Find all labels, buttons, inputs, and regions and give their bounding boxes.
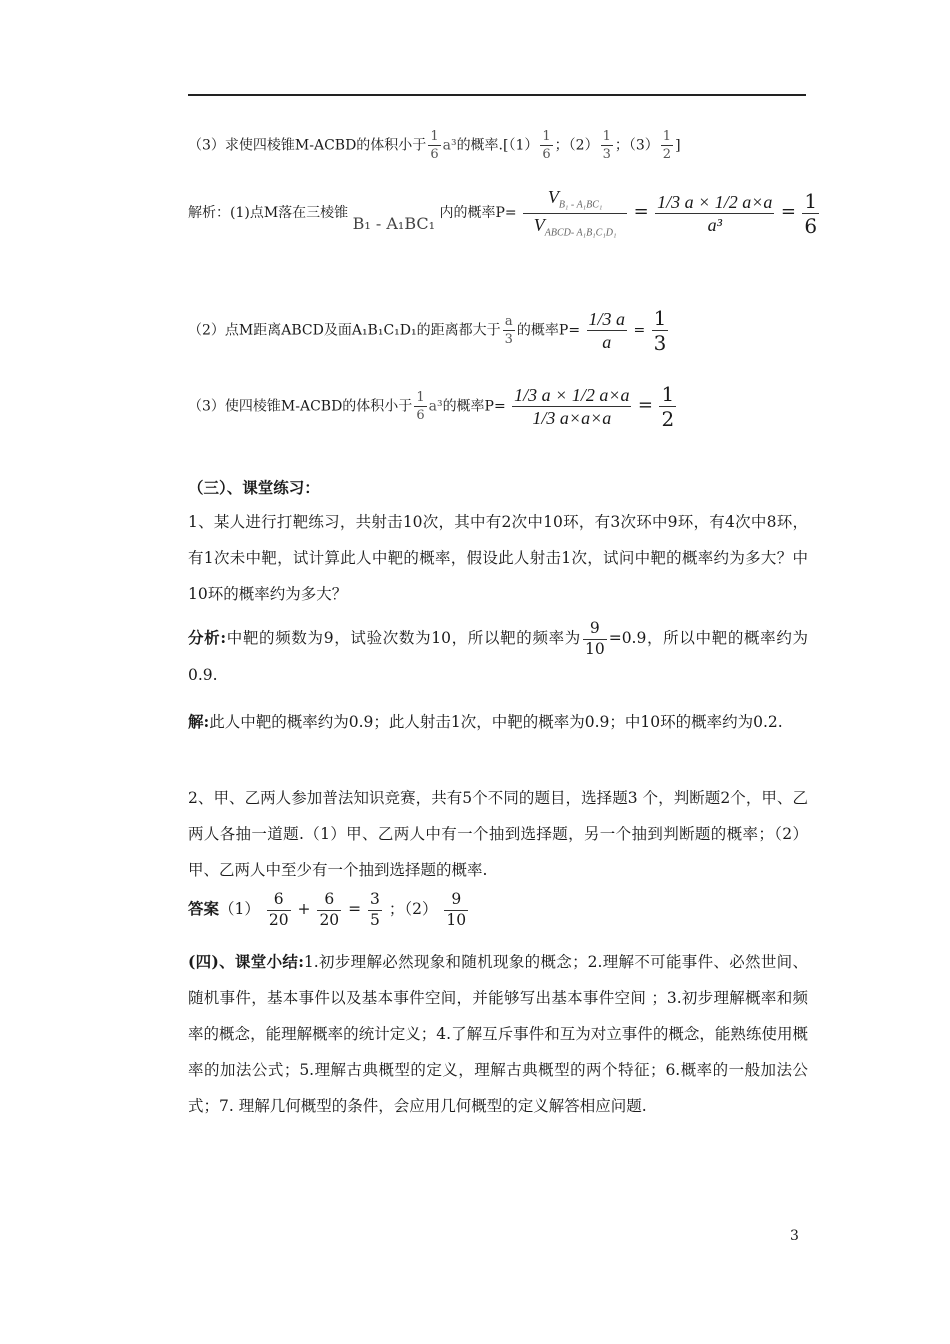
solution-1: 解析：(1)点M落在三棱锥 B₁ - A₁BC₁ 内的概率P= $\frac{V_{B_1 - A_1BC_1}}{V_{ABCD- A_1B_1C_1D_1}}$ = $\frac{1/3 a \times 1/2 a\times a}{\text{a³}}$ = $\frac{1}{6}$ xyxy=(188,187,818,239)
section-4-summary: (四)、课堂小结:1.初步理解必然现象和随机现象的概念；2.理解不可能事件、必然世间、随机事件，基本事件以及基本事件空间，并能够写出基本事件空间 ；3.初步理解概率和频率的概念，能理解概率的统计定义；4.了解互斥事件和互为对立事件的概念，能熟练使用概率的加法公式；5.理解古典概型的定义，理解古典概型的两个特征；6.概率的一般加法公式；7. 理解几何概型的条件，会应用几何概型的定义解答相应问题. xyxy=(188,952,808,1115)
exercise-1: 1、某人进行打靶练习，共射击10次，其中有2次中10环，有3次环中9环，有4次中8环，有1次未中靶，试计算此人中靶的概率，假设此人射击1次，试问中靶的概率约为多大？中10环的概率约为多大？ xyxy=(188,513,808,603)
sol3-prefix: （3）使四棱锥M-ACBD的体积小于 xyxy=(188,398,413,415)
answer-fraction-3: $\frac{3}{5}$ xyxy=(370,890,380,929)
answer-fraction-1: $\frac{6}{20}$ xyxy=(268,890,289,929)
q3-answer-3: $\frac{1}{2}$ xyxy=(662,129,672,162)
q3-fraction: $\frac{1}{6}$ xyxy=(430,129,439,162)
page-number: 3 xyxy=(790,1228,799,1244)
sol3-fraction: $\frac{1}{6}$ xyxy=(416,390,425,423)
answer: 答案（1） $\frac{6}{20}$ + $\frac{6}{20}$ = $\frac{3}{5}$ ；（2） $\frac{9}{10}$ xyxy=(188,890,467,929)
q3-answer-1: $\frac{1}{6}$ xyxy=(542,129,551,162)
sol1-result: $\frac{1}{6}$ xyxy=(804,188,818,238)
sol2-result: $\frac{1}{3}$ xyxy=(653,306,667,355)
q3-a-cubed: a³ xyxy=(442,137,457,154)
question-3: （3）求使四棱锥M-ACBD的体积小于 $\frac{1}{6}$ a³的概率.[（1） $\frac{1}{6}$ ；（2） $\frac{1}{3}$ ；（3） $\frac{1}{2}$ ] xyxy=(188,129,681,162)
header-rule xyxy=(188,94,806,96)
section-3-title: （三）、课堂练习： xyxy=(188,478,320,497)
sol2-prefix: （2）点M距离ABCD及面A₁B₁C₁D₁的距离都大于 xyxy=(188,322,501,339)
q3-suffix: 的概率.[（1） xyxy=(456,137,539,154)
sol2-expression: $\frac{1/3 a}{a}$ xyxy=(588,309,626,352)
exercise-2: 2、甲、乙两人参加普法知识竞赛，共有5个不同的题目，选择题3 个，判断题2个，甲、乙两人各抽一道题.（1）甲、乙两人中有一个抽到选择题，另一个抽到判断题的概率；（2）甲、乙两人中至少有一个抽到选择题的概率. xyxy=(188,789,808,879)
sol2-fraction: $\frac{a}{3}$ xyxy=(504,314,513,347)
analysis-fraction: $\frac{9}{10}$ xyxy=(584,619,605,658)
exercise-1-solution: 解:此人中靶的概率约为0.9；此人射击1次，中靶的概率为0.9；中10环的概率约为0.2. xyxy=(188,712,783,731)
sol3-result: $\frac{1}{2}$ xyxy=(661,382,675,431)
q3-prefix: （3）求使四棱锥M-ACBD的体积小于 xyxy=(188,137,427,154)
sol3-expression: $\frac{1/3 a \times 1/2 a\times a}{1/3 a\times a\times a}$ xyxy=(514,385,630,428)
solution-3: （3）使四棱锥M-ACBD的体积小于 $\frac{1}{6}$ a³的概率P= $\frac{1/3 a \times 1/2 a\times a}{1/3 a\times a\times a}$ = $\frac{1}{2}$ xyxy=(188,382,675,431)
sol1-pyramid: B₁ - A₁BC₁ xyxy=(352,214,436,234)
analysis: 分析:中靶的频数为9，试验次数为10，所以靶的频率为 $\frac{9}{10}$ =0.9，所以中靶的概率约为0.9. xyxy=(188,619,808,684)
answer-fraction-4: $\frac{9}{10}$ xyxy=(446,890,467,929)
sol1-mid: 内的概率P= xyxy=(439,205,517,222)
sol1-label: 解析：(1)点M落在三棱锥 xyxy=(188,205,349,222)
sol1-volume-ratio: $\frac{V_{B_1 - A_1BC_1}}{V_{ABCD- A_1B_1C_1D_1}}$ xyxy=(523,188,627,238)
answer-fraction-2: $\frac{6}{20}$ xyxy=(319,890,340,929)
solution-2: （2）点M距离ABCD及面A₁B₁C₁D₁的距离都大于 $\frac{a}{3}$ 的概率P= $\frac{1/3 a}{a}$ = $\frac{1}{3}$ xyxy=(188,306,667,355)
q3-answer-2: $\frac{1}{3}$ xyxy=(602,129,611,162)
sol1-expression: $\frac{1/3 a \times 1/2 a\times a}{\text{a³}}$ xyxy=(657,191,773,235)
